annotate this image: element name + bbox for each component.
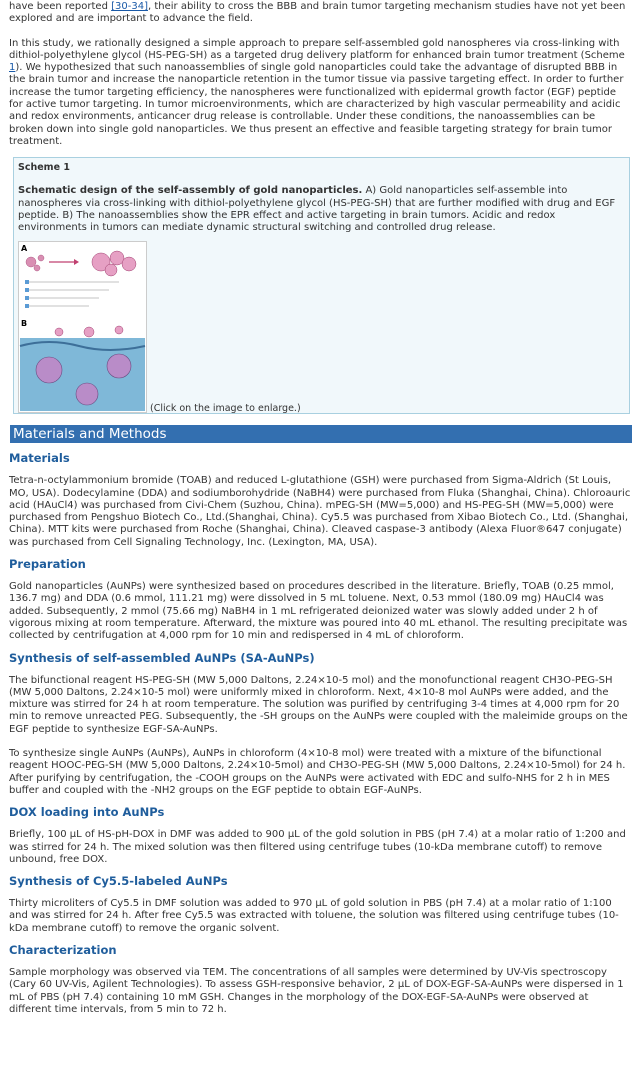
dox-text: Briefly, 100 µL of HS-pH-DOX in DMF was added to 900 µL of the gold solution in PBS (pH 7.4) at a molar ratio of 1:200 and was stirred for 24 h. The mixed solution was then filtered using centrifuge tubes (10-kDa membrane cutoff) to remove unbound, free DOX. bbox=[9, 829, 626, 865]
section-title-materials-methods: Materials and Methods bbox=[10, 425, 632, 443]
intro-paragraph-2: In this study, we rationally designed a simple approach to prepare self-assembled gold nanospheres via cross-linking with dithiol-polyethylene glycol (HS-PEG-SH) as a targeted drug delivery platform for enhanced brain tumor treatment (Scheme 1). We hypothesized that such nanoassemblies of single gold nanoparticles could take the advantage of disrupted BBB in the brain tumor and increase the nanoparticle retention in the tumor tissue via passive targeting effect. In order to further increase the tumor targeting efficiency, the nanospheres were functionalized with epidermal growth factor (EGF) peptide for active tumor targeting. In tumor microenvironments, which are characterized by high vascular permeability and acidic and redox environments, anticancer drug release is controllable. Under these conditions, the nanoassemblies can be broken down into single gold nanoparticles. We thus present an effective and feasible targeting strategy for brain tumor treatment. bbox=[9, 37, 625, 147]
scheme-1-link[interactable]: 1 bbox=[9, 62, 16, 74]
heading-dox-loading: DOX loading into AuNPs bbox=[9, 805, 165, 820]
scheme-caption: Schematic design of the self-assembly of gold nanoparticles. A) Gold nanoparticles self-assemble into nanospheres via cross-linking with dithiol-polyethylene glycol (HS-PEG-SH) that are further modified with drug and EGF peptide. B) The nanoassemblies show the EPR effect and active targeting in brain tumors. Acidic and redox environments in tumors can mediate dynamic structural switching and controlled drug release. bbox=[18, 185, 616, 234]
heading-materials: Materials bbox=[9, 451, 70, 466]
cy55-text: Thirty microliters of Cy5.5 in DMF solution was added to 970 µL of gold solution in PBS (pH 7.4) at a molar ratio of 1:100 and was stirred for 24 h. After free Cy5.5 was extracted with toluene, the solution was filtered using centrifuge tubes (10-kDa membrane cutoff) to remove the organic solvent. bbox=[9, 898, 619, 934]
intro-paragraph-1: have been reported [30-34], their ability to cross the BBB and brain tumor targeting mechanism studies have not yet been explored and are important to advance the field. bbox=[9, 1, 626, 25]
heading-cy55: Synthesis of Cy5.5-labeled AuNPs bbox=[9, 874, 228, 889]
synthesis-text-2: To synthesize single AuNPs (AuNPs), AuNPs in chloroform (4×10-8 mol) were treated with a mixture of the bifunctional reagent HOOC-PEG-SH (MW 5,000 Daltons, 2.24×10-5mol) and CH3O-PEG-SH (MW 5,000 Daltons, 2.24×10-5mol) for 24 h. After purifying by centrifugation, the -COOH groups on the AuNPs were activated with EDC and sulfo-NHS for 2 h in MES buffer and coupled with the -NH2 groups on the EGF peptide to obtain EGF-AuNPs. bbox=[9, 748, 626, 796]
scheme-1-box bbox=[13, 157, 630, 414]
reference-link-30-34[interactable]: [30-34] bbox=[111, 1, 148, 12]
heading-preparation: Preparation bbox=[9, 557, 86, 572]
panel-a-label: A bbox=[21, 244, 28, 254]
scheme-title: Scheme 1 bbox=[18, 162, 70, 174]
enlarge-image-link[interactable]: (Click on the image to enlarge.) bbox=[150, 403, 301, 415]
scheme-1-thumbnail-image[interactable] bbox=[18, 241, 147, 413]
article-body bbox=[0, 1, 640, 1016]
preparation-text: Gold nanoparticles (AuNPs) were synthesized based on procedures described in the literature. Briefly, TOAB (0.25 mmol, 136.7 mg) and DDA (0.6 mmol, 111.21 mg) were dissolved in 5 mL toluene. Next, 0.53 mmol (180.09 mg) HAuCl4 was added. Subsequently, 2 mmol (75.66 mg) NaBH4 in 1 mL refrigerated deionized water was slowly added under 2 h of vigorous mixing at room temperature. Afterward, the mixture was poured into 40 mL ethanol. The resulting precipitate was collected by centrifugation at 4,000 rpm for 10 min and redispersed in 4 mL of chloroform. bbox=[9, 581, 628, 642]
heading-synthesis: Synthesis of self-assembled AuNPs (SA-AuNPs) bbox=[9, 650, 315, 665]
synthesis-text-1: The bifunctional reagent HS-PEG-SH (MW 5,000 Daltons, 2.24×10-5 mol) and the monofunctional reagent CH3O-PEG-SH (MW 5,000 Daltons, 2.24×10-5 mol) were uniformly mixed in chloroform. Next, 4×10-8 mol AuNPs were added, and the mixture was stirred for 24 h at room temperature. The solution was purified by centrifuging 3-4 times at 4,000 rpm for 20 min to remove unreacted PEG. Subsequently, the -SH groups on the AuNPs were coupled with the maleimide groups on the EGF peptide to synthesize EGF-SA-AuNPs. bbox=[9, 674, 628, 735]
characterization-text: Sample morphology was observed via TEM. The concentrations of all samples were determined by UV-Vis spectroscopy (Cary 60 UV-Vis, Agilent Technologies). To assess GSH-responsive behavior, 2 µL of DOX-EGF-SA-AuNPs were dispersed in 1 mL of PBS (pH 7.4) containing 10 mM GSH. Changes in the morphology of the DOX-EGF-SA-AuNPs were observed at different time intervals, from 5 min to 72 h. bbox=[9, 966, 624, 1015]
heading-characterization: Characterization bbox=[9, 942, 117, 957]
panel-b-label: B bbox=[21, 319, 28, 329]
materials-text: Tetra-n-octylammonium bromide (TOAB) and reduced L-glutathione (GSH) were purchased from Sigma-Aldrich (St Louis, MO, USA). Dodecylamine (DDA) and sodiumborohydride (NaBH4) were purchased from Fluka (Shanghai, China). Chloroauric acid (HAuCl4) was purchased from Civi-Chem (Suzhou, China). mPEG-SH (MW=5,000) and HS-PEG-SH (MW=5,000) were purchased from Pengshuo Biotech Co., Ltd.(Shanghai, China). Cy5.5 was purchased from Xibao Biotech Co., Ltd. (Shanghai, China). MTT kits were purchased from Roche (Shanghai, China). Cleaved caspase-3 antibody (Alexa Fluor®647 conjugate) was purchased from Cell Signaling Technology, Inc. (Lexington, MA, USA). bbox=[9, 475, 631, 548]
